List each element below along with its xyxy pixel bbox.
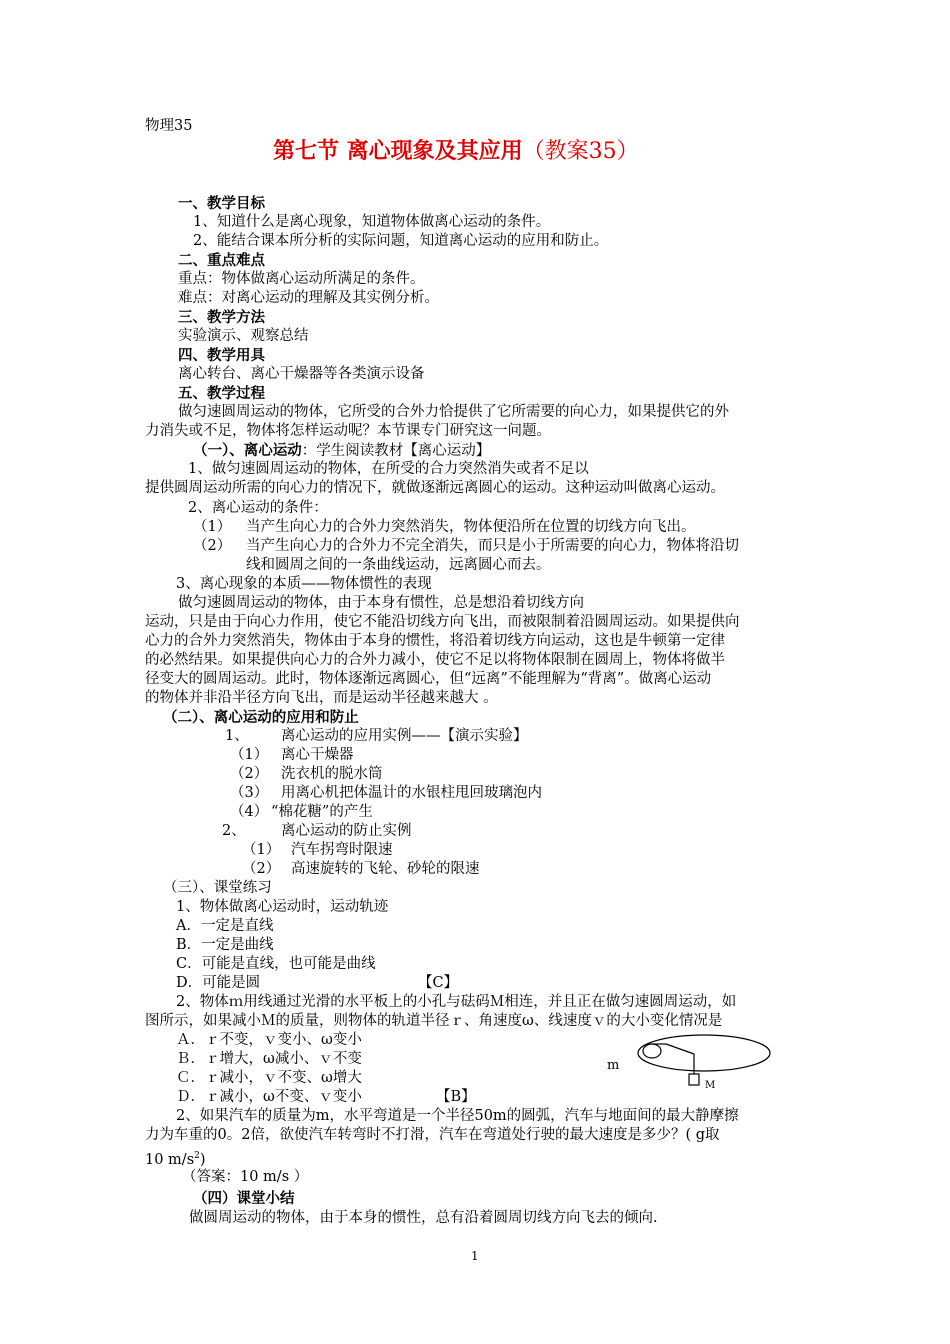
question-option: Ｄ．ｒ减小，ω不变、ｖ变小 [176,1089,362,1105]
document-code: 物理35 [145,118,193,134]
question-stem: 2、如果汽车的质量为m，水平弯道是一个半径50m的圆弧，汽车与地面间的最大静摩擦 [176,1108,739,1124]
process-intro-line: 力消失或不足，物体将怎样运动呢？本节课专门研究这一问题。 [145,423,551,439]
part1-title-tail: ：学生阅读教材【离心运动】 [301,443,491,459]
question-option: Ｃ．ｒ减小，ｖ不变、ω增大 [176,1070,362,1086]
string-segment [666,1044,694,1054]
prevention-number: 2、 [222,823,246,839]
nature-line: 径变大的圆周运动。此时，物体逐渐远离圆心，但“远离”不能理解为“背离”。做离心运动 [145,671,712,687]
title-suffix: （教案35） [522,139,639,164]
question-option: Ａ．ｒ不变，ｖ变小、ω变小 [176,1032,362,1048]
application-item-number: （3） [230,785,269,801]
prevention-item-number: （2） [242,861,281,877]
part1-heading [193,441,490,461]
definition-line: 提供圆周运动所需的向心力的情况下，就做逐渐远离圆心的运动。这种运动叫做离心运动。 [145,480,725,496]
difficult-point: 难点：对离心运动的理解及其实例分析。 [178,290,439,306]
tools-text: 离心转台、离心干燥器等各类演示设备 [178,366,425,382]
application-item-number: （4） [230,804,269,820]
condition-text: 当产生向心力的合外力不完全消失，而只是小于所需要的向心力，物体将沿切 [246,538,739,554]
page-number: 1 [471,1249,479,1263]
nature-line: 做匀速圆周运动的物体，由于本身有惯性，总是想沿着切线方向 [178,595,584,611]
application-item: 离心干燥器 [281,747,354,763]
application-item-number: （2） [230,766,269,782]
question-option: B．一定是曲线 [176,937,274,953]
condition-number: （2） [193,538,232,554]
prevention-item-number: （1） [242,842,281,858]
unit-exponent: 2 [194,1151,200,1161]
section-heading-process: 五、教学过程 [178,385,265,402]
nature-title: 3、离心现象的本质——物体惯性的表现 [176,576,432,592]
objective-item: 2、能结合课本所分析的实际问题，知道离心运动的应用和防止。 [193,233,609,249]
title-main: 第七节 离心现象及其应用 [273,138,523,164]
question-stem: 1、物体做离心运动时，运动轨迹 [176,899,389,915]
section-heading-objectives: 一、教学目标 [178,195,265,212]
objective-item: 1、知道什么是离心现象，知道物体做离心运动的条件。 [193,214,551,230]
application-item-number: （1） [230,747,269,763]
question-stem: 图所示，如果减小Ｍ的质量，则物体的轨道半径ｒ、角速度ω、线速度ｖ的大小变化情况是 [145,1013,723,1029]
section-heading-key-points: 二、重点难点 [178,252,265,269]
part4-heading: （四）课堂小结 [193,1190,295,1207]
nature-line: 的物体并非沿半径方向飞出，而是运动半径越来越大 。 [145,690,498,706]
question-option: Ｂ．ｒ增大，ω减小、ｖ不变 [176,1051,362,1067]
part3-heading: （三）、课堂练习 [163,880,272,896]
section-heading-methods: 三、教学方法 [178,309,265,326]
application-number: 1、 [225,728,249,744]
question-answer: 【B】 [436,1089,476,1105]
nature-line: 心力的合外力突然消失，物体由于本身的惯性，将沿着切线方向运动，这也是牛顿第一定律 [145,633,725,649]
question-answer: 【C】 [418,975,459,991]
part1-title: （一）、离心运动 [193,442,302,459]
prevention-item: 汽车拐弯时限速 [291,842,393,858]
page-title [273,137,639,166]
section-heading-tools: 四、教学用具 [178,347,265,364]
weight-M [689,1074,699,1085]
question-stem: 2、物体ｍ用线通过光滑的水平板上的小孔与砝码Ｍ相连，并且正在做匀速圆周运动，如 [176,994,737,1010]
question-option: A．一定是直线 [176,918,274,934]
application-item: “棉花糖”的产生 [271,804,373,820]
unit-text: 10 m/s [145,1151,195,1168]
condition-number: （1） [193,519,232,535]
question-stem: 力为车重的0。2倍，欲使汽车转弯时不打滑，汽车在弯道处行驶的最大速度是多少？( g取 [145,1127,720,1143]
methods-text: 实验演示、观察总结 [178,328,309,344]
conditions-title: 2、离心运动的条件： [188,500,328,516]
process-intro-line: 做匀速圆周运动的物体，它所受的合外力恰提供了它所需要的向心力，如果提供它的外 [178,404,729,420]
horizontal-plate [638,1035,770,1071]
unit-close: ) [199,1151,206,1168]
mass-m [643,1044,661,1058]
key-point: 重点：物体做离心运动所满足的条件。 [178,271,425,287]
application-title: 离心运动的应用实例——【演示实验】 [281,728,528,744]
circular-motion-figure [600,1030,772,1102]
condition-text: 线和圆周之间的一条曲线运动，远离圆心而去。 [246,557,551,573]
nature-line: 运动，只是由于向心力作用，使它不能沿切线方向飞出，而被限制着沿圆周运动。如果提供向 [145,614,740,630]
question-stem-unit [145,1147,206,1170]
prevention-title: 离心运动的防止实例 [281,823,412,839]
nature-line: 的必然结果。如果提供向心力的合外力减小，使它不足以将物体限制在圆周上，物体将做半 [145,652,725,668]
summary-text: 做圆周运动的物体，由于本身的惯性，总有沿着圆周切线方向飞去的倾向. [189,1210,658,1226]
question-option: D．可能是圆 [176,975,261,991]
prevention-item: 高速旋转的飞轮、砂轮的限速 [291,861,480,877]
condition-text: 当产生向心力的合外力突然消失，物体便沿所在位置的切线方向飞出。 [246,519,696,535]
definition-line: 1、做匀速圆周运动的物体，在所受的合力突然消失或者不足以 [188,461,589,477]
question-answer: （答案：10 m/s ） [182,1169,309,1185]
application-item: 用离心机把体温计的水银柱甩回玻璃泡内 [281,785,542,801]
figure-label-m: m [607,1058,620,1073]
application-item: 洗衣机的脱水筒 [281,766,383,782]
figure-label-M: M [705,1080,716,1091]
part2-heading: （二）、离心运动的应用和防止 [163,709,359,726]
question-option: C．可能是直线，也可能是曲线 [176,956,376,972]
